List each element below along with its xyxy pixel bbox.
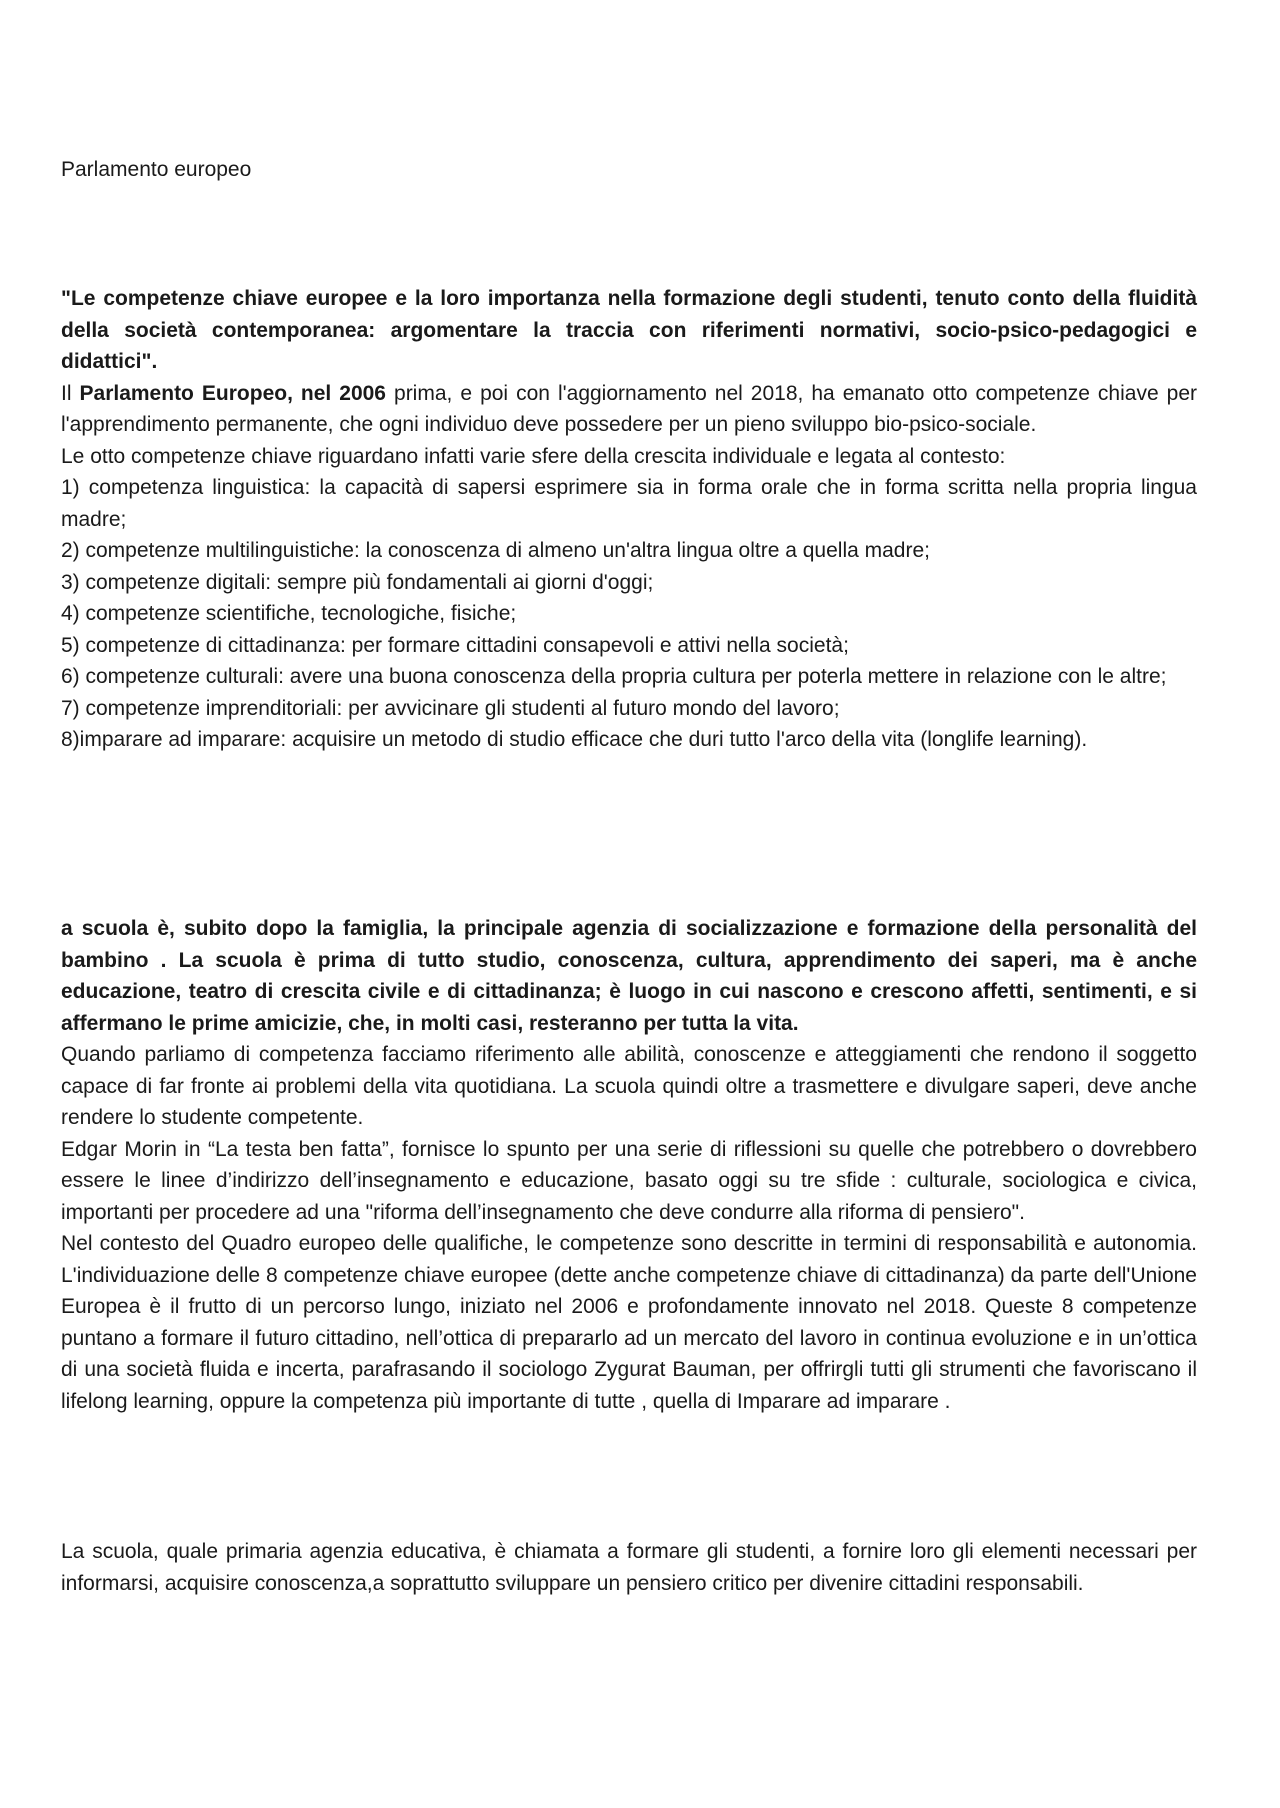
- competence-item: 4) competenze scientifiche, tecnologiche, fisiche;: [61, 602, 517, 625]
- competence-item: 5) competenze di cittadinanza: per formare cittadini consapevoli e attivi nella società;: [61, 633, 849, 657]
- intro-bold-text: Parlamento Europeo, nel 2006: [79, 381, 386, 405]
- competence-item: 1) competenza linguistica: la capacità di sapersi esprimere sia in forma orale che in forma scritta nella propria lingua madre;: [61, 476, 1197, 531]
- list-intro: Le otto competenze chiave riguardano infatti varie sfere della crescita individuale e legata al contesto:: [61, 444, 1006, 468]
- school-bold-paragraph: a scuola è, subito dopo la famiglia, la principale agenzia di socializzazione e formazione della personalità del bambino . La scuola è prima di tutto studio, conoscenza, cultura, apprendimento dei saperi, ma è anche educazione, teatro di crescita civile e di cittadinanza; è luogo in cui nascono e crescono affetti, sentimenti, e si affermano le prime amicizie, che, in molti casi, resteranno per tutta la vita.: [61, 917, 1197, 1035]
- morin-paragraph: Edgar Morin in “La testa ben fatta”, fornisce lo spunto per una serie di riflessioni su quelle che potrebbero o dovrebbero essere le linee d’indirizzo dell’insegnamento e educazione, basato oggi su tre sfide : culturale, sociologica e civica, importanti per procedere ad una "riforma dell’insegnamento che deve condurre alla riforma di pensiero".: [61, 1137, 1197, 1224]
- competences-list: [61, 472, 1197, 756]
- intro-paragraph: [61, 378, 1197, 441]
- framework-paragraph: Nel contesto del Quadro europeo delle qualifiche, le competenze sono descritte in termini di responsabilità e autonomia. L'individuazione delle 8 competenze chiave europee (dette anche competenze chiave di cittadinanza) da parte dell'Unione Europea è il frutto di un percorso lungo, iniziato nel 2006 e profondamente innovato nel 2018. Queste 8 competenze puntano a formare il futuro cittadino, nell’ottica di prepararlo ad un mercato del lavoro in continua evoluzione e in un’ottica di una società fluida e incerta, parafrasando il sociologo Zygurat Bauman, per offrirgli tutti gli strumenti che favoriscano il lifelong learning, oppure la competenza più importante di tutte , quella di Imparare ad imparare .: [61, 1232, 1197, 1413]
- essay-prompt: "Le competenze chiave europee e la loro importanza nella formazione degli studenti, tenuto conto della fluidità della società contemporanea: argomentare la traccia con riferimenti normativi, socio-psico-pedagogici e didattici".: [61, 287, 1197, 373]
- competence-item: 6) competenze culturali: avere una buona conoscenza della propria cultura per poterla mettere in relazione con le altre;: [61, 665, 1167, 688]
- closing-paragraph: La scuola, quale primaria agenzia educativa, è chiamata a formare gli studenti, a fornire loro gli elementi necessari per informarsi, acquisire conoscenza,a soprattutto sviluppare un pensiero critico per divenire cittadini responsabili.: [61, 1540, 1197, 1595]
- competence-item: 2) competenze multilinguistiche: la conoscenza di almeno un'altra lingua oltre a quella madre;: [61, 539, 930, 562]
- section-school-role: [61, 913, 1197, 1417]
- competence-item: 8)imparare ad imparare: acquisire un metodo di studio efficace che duri tutto l'arco della vita (longlife learning).: [61, 728, 1088, 751]
- competence-item: 3) competenze digitali: sempre più fondamentali ai giorni d'oggi;: [61, 570, 654, 594]
- competence-definition-paragraph: Quando parliamo di competenza facciamo riferimento alle abilità, conoscenze e atteggiamenti che rendono il soggetto capace di far fronte ai problemi della vita quotidiana. La scuola quindi oltre a trasmettere e divulgare saperi, deve anche rendere lo studente competente.: [61, 1043, 1197, 1129]
- intro-text-a: Il: [61, 381, 80, 405]
- intro-text-b: prima, e poi con l'aggiornamento nel 2018, ha emanato otto competenze chiave per l'apprendimento permanente, che ogni individuo deve possedere per un pieno sviluppo bio-psico-sociale.: [61, 381, 1198, 436]
- section-conclusion: [61, 1536, 1197, 1599]
- document-title: Parlamento europeo: [61, 158, 252, 181]
- competence-item: 7) competenze imprenditoriali: per avvicinare gli studenti al futuro mondo del lavoro;: [61, 696, 840, 720]
- section-key-competences: [61, 283, 1197, 756]
